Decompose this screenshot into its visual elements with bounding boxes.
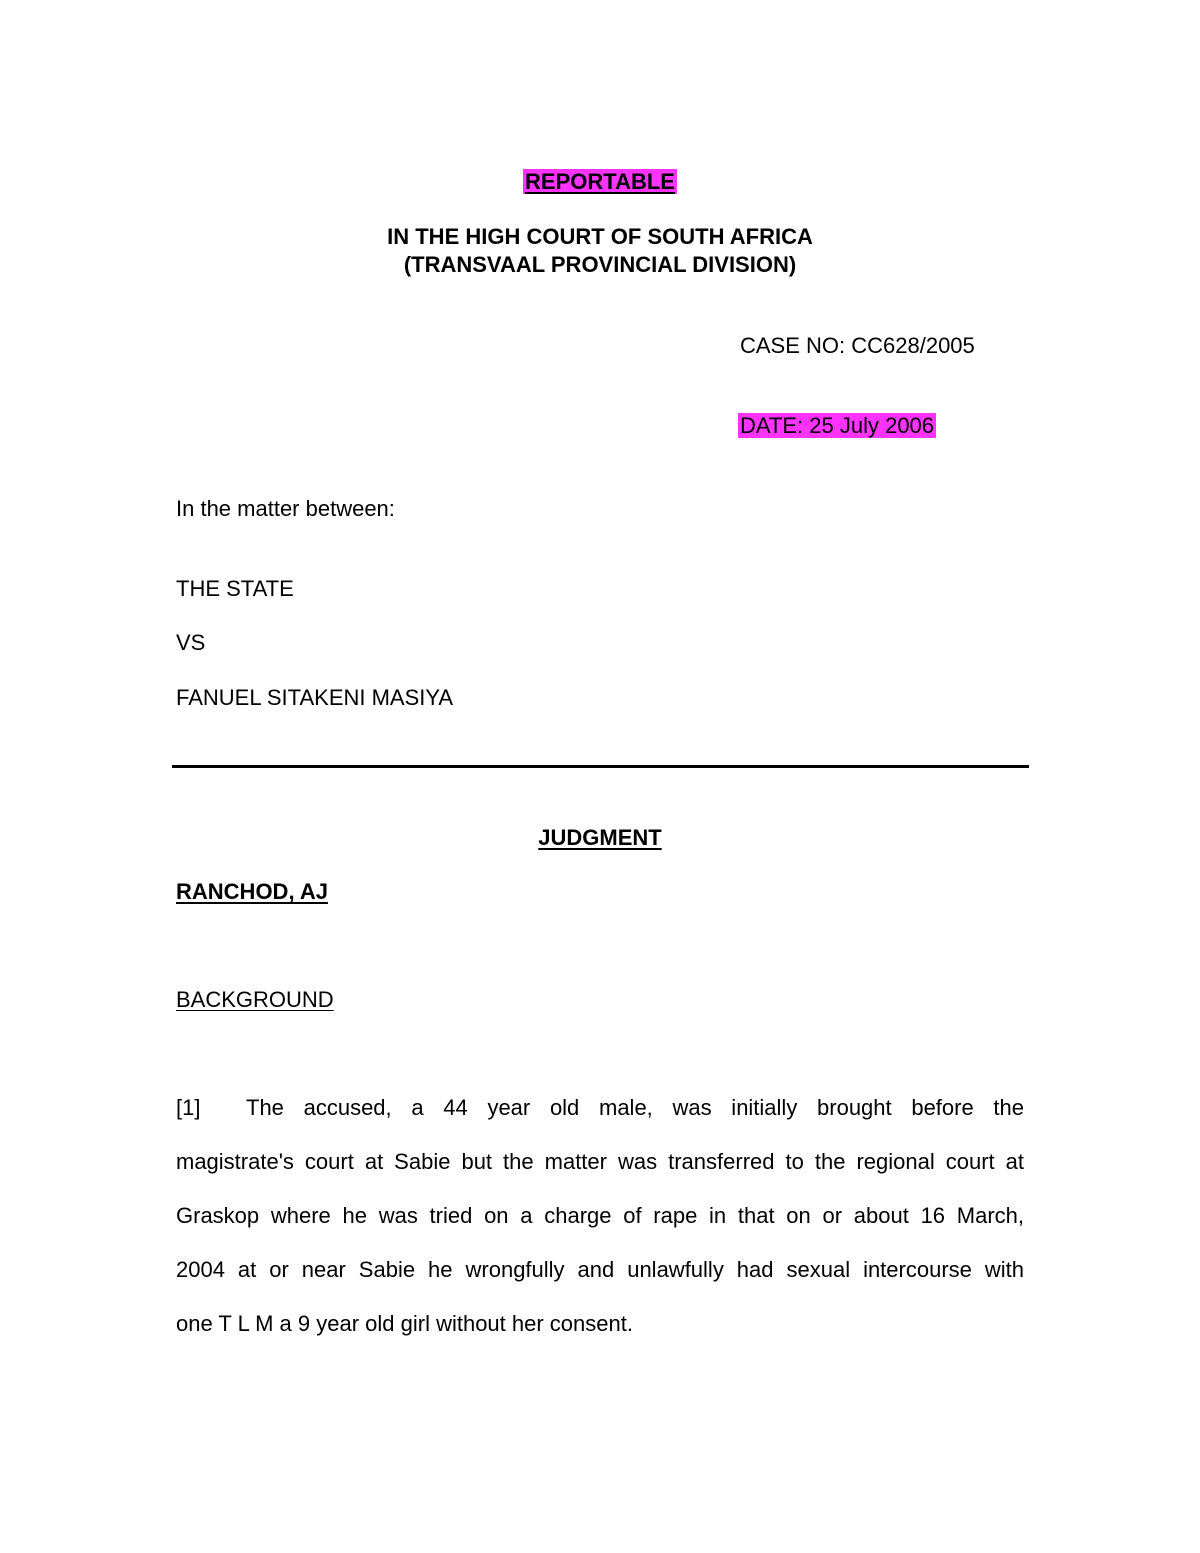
paragraph-text: The accused, a 44 year old male, was initially brought before the	[246, 1095, 1024, 1120]
paragraph-line-1	[176, 1081, 1024, 1135]
judgment-title-block	[0, 825, 1200, 851]
party-plaintiff: THE STATE	[176, 576, 294, 601]
judgment-date-block	[738, 413, 936, 439]
case-number: CASE NO: CC628/2005	[740, 333, 975, 358]
reportable-header	[0, 169, 1200, 195]
reportable-label: REPORTABLE	[525, 169, 675, 194]
judge-name-block	[176, 879, 328, 905]
versus-label: VS	[176, 630, 206, 655]
court-division: (TRANSVAAL PROVINCIAL DIVISION)	[403, 252, 797, 277]
paragraph-line-5: one T L M a 9 year old girl without her consent.	[176, 1311, 633, 1336]
matter-intro: In the matter between:	[176, 496, 395, 521]
judgment-title: JUDGMENT	[538, 825, 662, 850]
paragraph-number: [1]	[176, 1095, 201, 1120]
court-name: IN THE HIGH COURT OF SOUTH AFRICA	[387, 224, 813, 249]
judge-name: RANCHOD, AJ	[176, 879, 328, 904]
section-heading-block	[176, 987, 334, 1013]
judgment-date: DATE: 25 July 2006	[740, 413, 935, 438]
paragraph-line-3: Graskop where he was tried on a charge of rape in that on or about 16 March,	[176, 1203, 1024, 1228]
section-divider	[172, 765, 1029, 768]
paragraph-line-4: 2004 at or near Sabie he wrongfully and unlawfully had sexual intercourse with	[176, 1257, 1024, 1282]
paragraph-line-2: magistrate's court at Sabie but the matter was transferred to the regional court at	[176, 1149, 1024, 1174]
party-accused: FANUEL SITAKENI MASIYA	[176, 685, 454, 710]
section-heading: BACKGROUND	[176, 987, 334, 1012]
